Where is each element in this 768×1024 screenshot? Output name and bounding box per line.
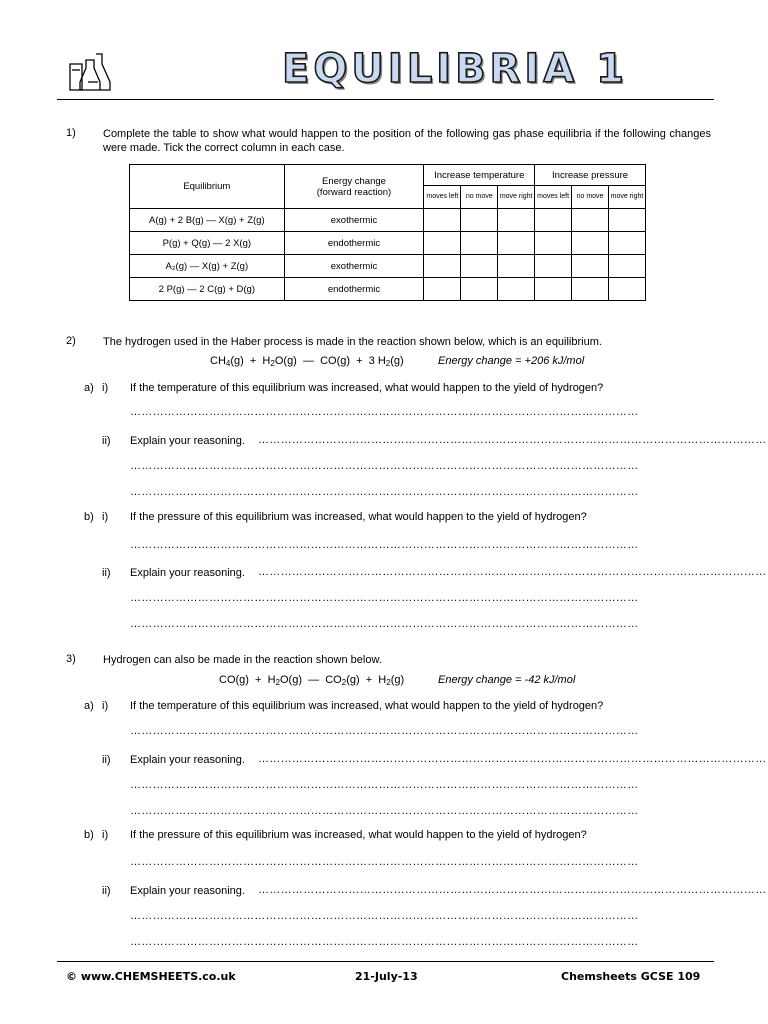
tick-cell[interactable] <box>424 278 461 301</box>
q2-text: The hydrogen used in the Haber process is made in the reaction shown below, which is an equilibrium. <box>103 336 602 348</box>
answer-line[interactable]: ……………………………………………………………………………………………………………………… <box>130 460 639 472</box>
table-row <box>130 209 646 232</box>
tick-cell[interactable] <box>535 278 572 301</box>
answer-line[interactable]: ……………………………………………………………………………………………………………………… <box>130 539 639 551</box>
energy-cell: exothermic <box>284 255 424 278</box>
tick-cell[interactable] <box>461 278 498 301</box>
energy-cell: endothermic <box>284 278 424 301</box>
answer-line[interactable]: ……………………………………………………………………………………………………………………… <box>258 566 767 578</box>
tick-cell[interactable] <box>572 232 609 255</box>
answer-line[interactable]: ……………………………………………………………………………………………………………………… <box>130 486 639 498</box>
q2-b-i-label: i) <box>102 511 109 523</box>
q3-equation: $CO(g) + H_2O(g)$ — $CO_2(g) + H_2(g)$ <box>219 674 405 687</box>
tick-cell[interactable] <box>424 232 461 255</box>
tick-cell[interactable] <box>498 255 535 278</box>
tick-cell[interactable] <box>424 209 461 232</box>
answer-line[interactable]: ……………………………………………………………………………………………………………………… <box>130 592 639 604</box>
q3-part-b-label: b) <box>84 829 94 841</box>
answer-line[interactable]: ……………………………………………………………………………………………………………………… <box>130 936 639 948</box>
sub-no-move: no move <box>461 186 498 209</box>
q2-equation: $CH_4(g) + H_2O(g)$ — CO(g) + 3 $H_2(g)$ <box>210 355 404 368</box>
sub-move-right: move right <box>498 186 535 209</box>
equilibrium-cell: P(g) + Q(g) — 2 X(g) <box>130 232 285 255</box>
equilibrium-cell: A(g) + 2 B(g) — X(g) + Z(g) <box>130 209 285 232</box>
tick-cell[interactable] <box>535 255 572 278</box>
q3-a-ii-text: Explain your reasoning. <box>130 754 245 766</box>
worksheet-title: EQUILIBRIA 1 <box>282 46 628 92</box>
tick-cell[interactable] <box>535 209 572 232</box>
tick-cell[interactable] <box>498 278 535 301</box>
tick-cell[interactable] <box>572 209 609 232</box>
q3-a-i-text: If the temperature of this equilibrium was increased, what would happen to the yield of hydrogen? <box>130 700 604 712</box>
answer-line[interactable]: ……………………………………………………………………………………………………………………… <box>130 618 639 630</box>
equilibrium-cell: A₂(g) — X(g) + Z(g) <box>130 255 285 278</box>
answer-line[interactable]: ……………………………………………………………………………………………………………………… <box>130 406 639 418</box>
logo-icon <box>66 50 112 94</box>
q3-a-i-label: i) <box>102 700 109 712</box>
group-temperature-header: Increase temperature <box>424 165 535 186</box>
sub-moves-left: moves left <box>424 186 461 209</box>
footer-divider <box>57 961 714 962</box>
q2-a-ii-text: Explain your reasoning. <box>130 435 245 447</box>
sub-moves-left: moves left <box>535 186 572 209</box>
table-row <box>130 232 646 255</box>
q3-a-ii-label: ii) <box>102 754 111 766</box>
answer-line[interactable]: ……………………………………………………………………………………………………………………… <box>258 884 767 896</box>
q2-energy-change: Energy change = +206 kJ/mol <box>438 355 585 367</box>
header-divider <box>57 99 714 100</box>
footer-date: 21-July-13 <box>355 970 418 983</box>
q2-b-ii-label: ii) <box>102 567 111 579</box>
tick-cell[interactable] <box>535 232 572 255</box>
q3-number: 3) <box>66 653 76 665</box>
answer-line[interactable]: ……………………………………………………………………………………………………………………… <box>258 434 767 446</box>
q2-a-ii-label: ii) <box>102 435 111 447</box>
group-pressure-header: Increase pressure <box>535 165 646 186</box>
table-row <box>130 255 646 278</box>
q3-b-i-label: i) <box>102 829 109 841</box>
tick-cell[interactable] <box>498 232 535 255</box>
tick-cell[interactable] <box>608 209 645 232</box>
footer-website: © www.CHEMSHEETS.co.uk <box>66 970 236 983</box>
tick-cell[interactable] <box>608 255 645 278</box>
answer-line[interactable]: ……………………………………………………………………………………………………………………… <box>258 753 767 765</box>
q2-number: 2) <box>66 335 76 347</box>
tick-cell[interactable] <box>608 232 645 255</box>
energy-cell: exothermic <box>284 209 424 232</box>
q3-text: Hydrogen can also be made in the reaction shown below. <box>103 654 382 666</box>
col-energy-header: Energy change (forward reaction) <box>284 165 424 209</box>
q3-b-i-text: If the pressure of this equilibrium was increased, what would happen to the yield of hydrogen? <box>130 829 587 841</box>
q1-number: 1) <box>66 127 76 139</box>
q3-part-a-label: a) <box>84 700 94 712</box>
tick-cell[interactable] <box>424 255 461 278</box>
q3-b-ii-text: Explain your reasoning. <box>130 885 245 897</box>
answer-line[interactable]: ……………………………………………………………………………………………………………………… <box>130 910 639 922</box>
tick-cell[interactable] <box>608 278 645 301</box>
tick-cell[interactable] <box>572 255 609 278</box>
table-row <box>130 278 646 301</box>
tick-cell[interactable] <box>572 278 609 301</box>
q2-part-a-label: a) <box>84 382 94 394</box>
answer-line[interactable]: ……………………………………………………………………………………………………………………… <box>130 725 639 737</box>
answer-line[interactable]: ……………………………………………………………………………………………………………………… <box>130 779 639 791</box>
equilibrium-cell: 2 P(g) — 2 C(g) + D(g) <box>130 278 285 301</box>
q2-b-i-text: If the pressure of this equilibrium was increased, what would happen to the yield of hydrogen? <box>130 511 587 523</box>
answer-line[interactable]: ……………………………………………………………………………………………………………………… <box>130 856 639 868</box>
q2-b-ii-text: Explain your reasoning. <box>130 567 245 579</box>
sub-move-right: move right <box>608 186 645 209</box>
energy-cell: endothermic <box>284 232 424 255</box>
col-equilibrium-header: Equilibrium <box>130 165 285 209</box>
q3-energy-change: Energy change = -42 kJ/mol <box>438 674 576 686</box>
equilibrium-table <box>129 164 646 301</box>
answer-line[interactable]: ……………………………………………………………………………………………………………………… <box>130 805 639 817</box>
tick-cell[interactable] <box>461 209 498 232</box>
footer-series: Chemsheets GCSE 109 <box>561 970 701 983</box>
q2-a-i-text: If the temperature of this equilibrium was increased, what would happen to the yield of hydrogen? <box>130 382 604 394</box>
tick-cell[interactable] <box>498 209 535 232</box>
tick-cell[interactable] <box>461 232 498 255</box>
tick-cell[interactable] <box>461 255 498 278</box>
q2-part-b-label: b) <box>84 511 94 523</box>
q2-a-i-label: i) <box>102 382 109 394</box>
q3-b-ii-label: ii) <box>102 885 111 897</box>
sub-no-move: no move <box>572 186 609 209</box>
q1-text: Complete the table to show what would happen to the position of the following gas phase equilibria if the following changes were made. Tick the correct column in each case. <box>103 128 711 154</box>
